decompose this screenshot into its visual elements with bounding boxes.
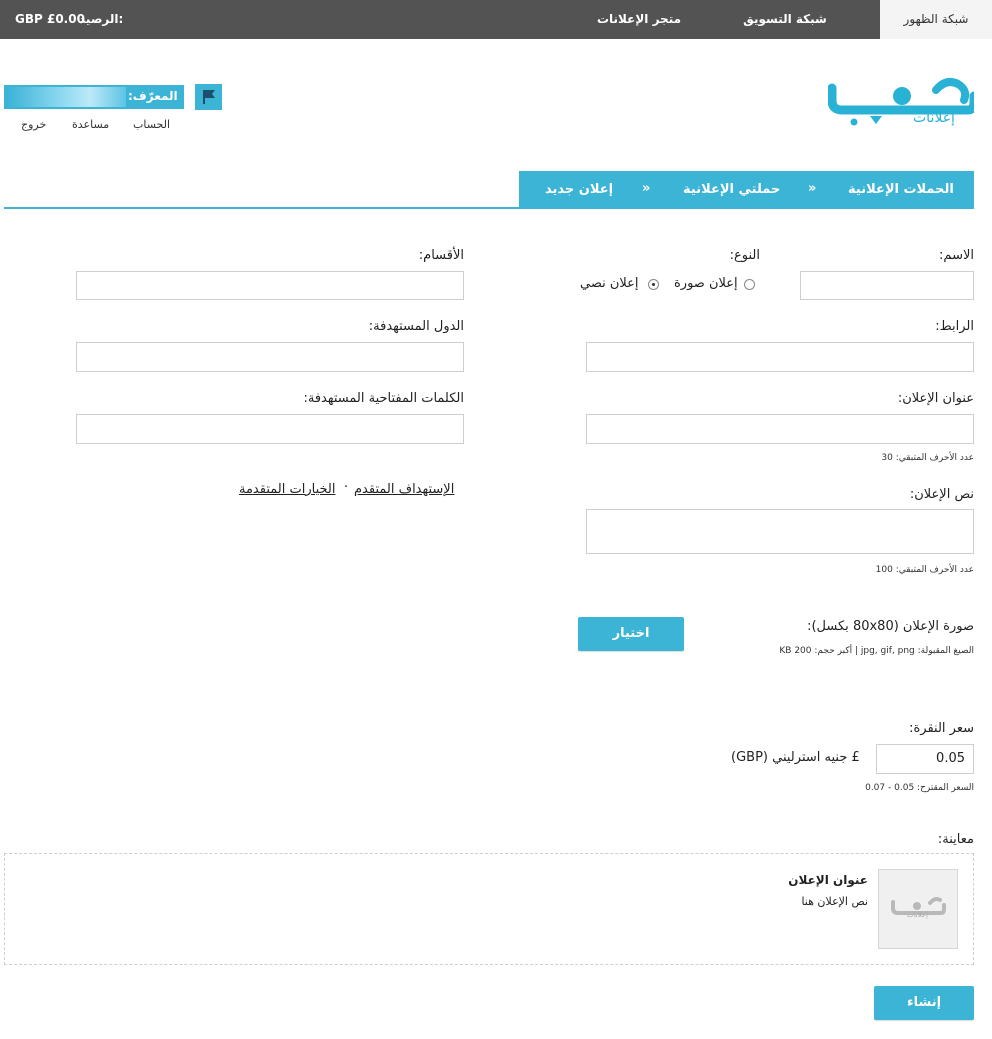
breadcrumb-new-ad: إعلان جديد [545,182,614,197]
keywords-input[interactable] [76,414,464,444]
logout-link[interactable]: خروج [21,118,47,131]
target-countries-input[interactable] [76,342,464,372]
preview-logo-subtitle: إعلانات [907,911,928,919]
preview-ad-title: عنوان الإعلان [788,873,868,887]
breadcrumb-separator: » [808,181,817,196]
flag-button[interactable] [195,84,222,110]
ad-text-label: نص الإعلان: [909,487,974,502]
name-input[interactable] [800,271,974,300]
ad-image-format-hint: الصيغ المقبولة: jpg, gif, png | أكبر حجم: 200 KB [779,646,974,656]
type-label: النوع: [729,248,760,263]
categories-label: الأقسام: [418,248,464,263]
help-link[interactable]: مساعدة [72,118,110,131]
breadcrumb-my-campaign[interactable]: حملتي الإعلانية [683,182,781,197]
tab-affiliate-network[interactable]: شبكة التسويق بالعمولة [743,12,827,64]
name-label: الاسم: [939,248,974,263]
ad-title-label: عنوان الإعلان: [897,391,974,406]
cpc-currency-label: £ جنيه استرليني (GBP) [731,750,860,765]
image-ad-option-label[interactable]: إعلان صورة [674,276,738,291]
image-ad-radio[interactable] [744,279,755,290]
ad-preview-box [4,853,974,965]
cpc-label: سعر النقرة: [909,721,974,736]
advanced-targeting-link[interactable]: الإستهداف المتقدم [354,482,455,497]
ad-title-remaining-hint: عدد الأحرف المتبقي: 30 [881,453,974,463]
breadcrumb-underline [4,207,974,209]
ad-preview-thumbnail [878,869,958,949]
ad-image-label: صورة الإعلان (80x80 بكسل): [807,619,974,634]
categories-input[interactable] [76,271,464,300]
breadcrumb-separator: » [642,181,651,196]
link-label: الرابط: [935,319,974,334]
create-ad-button[interactable]: إنشاء [874,986,974,1020]
preview-logo-icon [879,870,957,948]
preview-label: معاينة: [937,832,974,847]
account-link[interactable]: الحساب [133,118,171,131]
ad-title-input[interactable] [586,414,974,444]
keywords-label: الكلمات المفتاحية المستهدفة: [303,391,464,406]
ad-text-input[interactable] [586,509,974,554]
text-ad-radio[interactable] [648,279,659,290]
logo-subtitle: إعلانات [913,110,955,126]
balance-value: GBP £0.00 [15,12,85,26]
target-countries-label: الدول المستهدفة: [368,319,464,334]
ad-text-remaining-hint: عدد الأحرف المتبقي: 100 [875,565,974,575]
user-id-value-redacted [6,87,126,107]
cpc-input[interactable]: 0.05 [876,744,974,774]
tab-ads-store[interactable]: متجر الإعلانات [596,12,682,26]
breadcrumb-campaigns[interactable]: الحملات الإعلانية [848,182,954,197]
balance-label: الرصيد: [79,12,124,26]
advanced-options-link[interactable]: الخيارات المتقدمة [239,482,336,497]
flag-icon [195,84,222,110]
cpc-suggested-hint: السعر المقترح: 0.05 - 0.07 [865,783,974,793]
choose-image-button[interactable]: اختيار [578,617,684,651]
link-input[interactable] [586,342,974,372]
text-ad-option-label[interactable]: إعلان نصي [580,276,639,291]
tab-display-network[interactable]: شبكة الظهور [880,0,992,39]
user-id-label: المعرّف: [128,89,178,103]
advanced-links-separator: · [344,480,349,495]
preview-ad-text: نص الإعلان هنا [801,895,868,908]
